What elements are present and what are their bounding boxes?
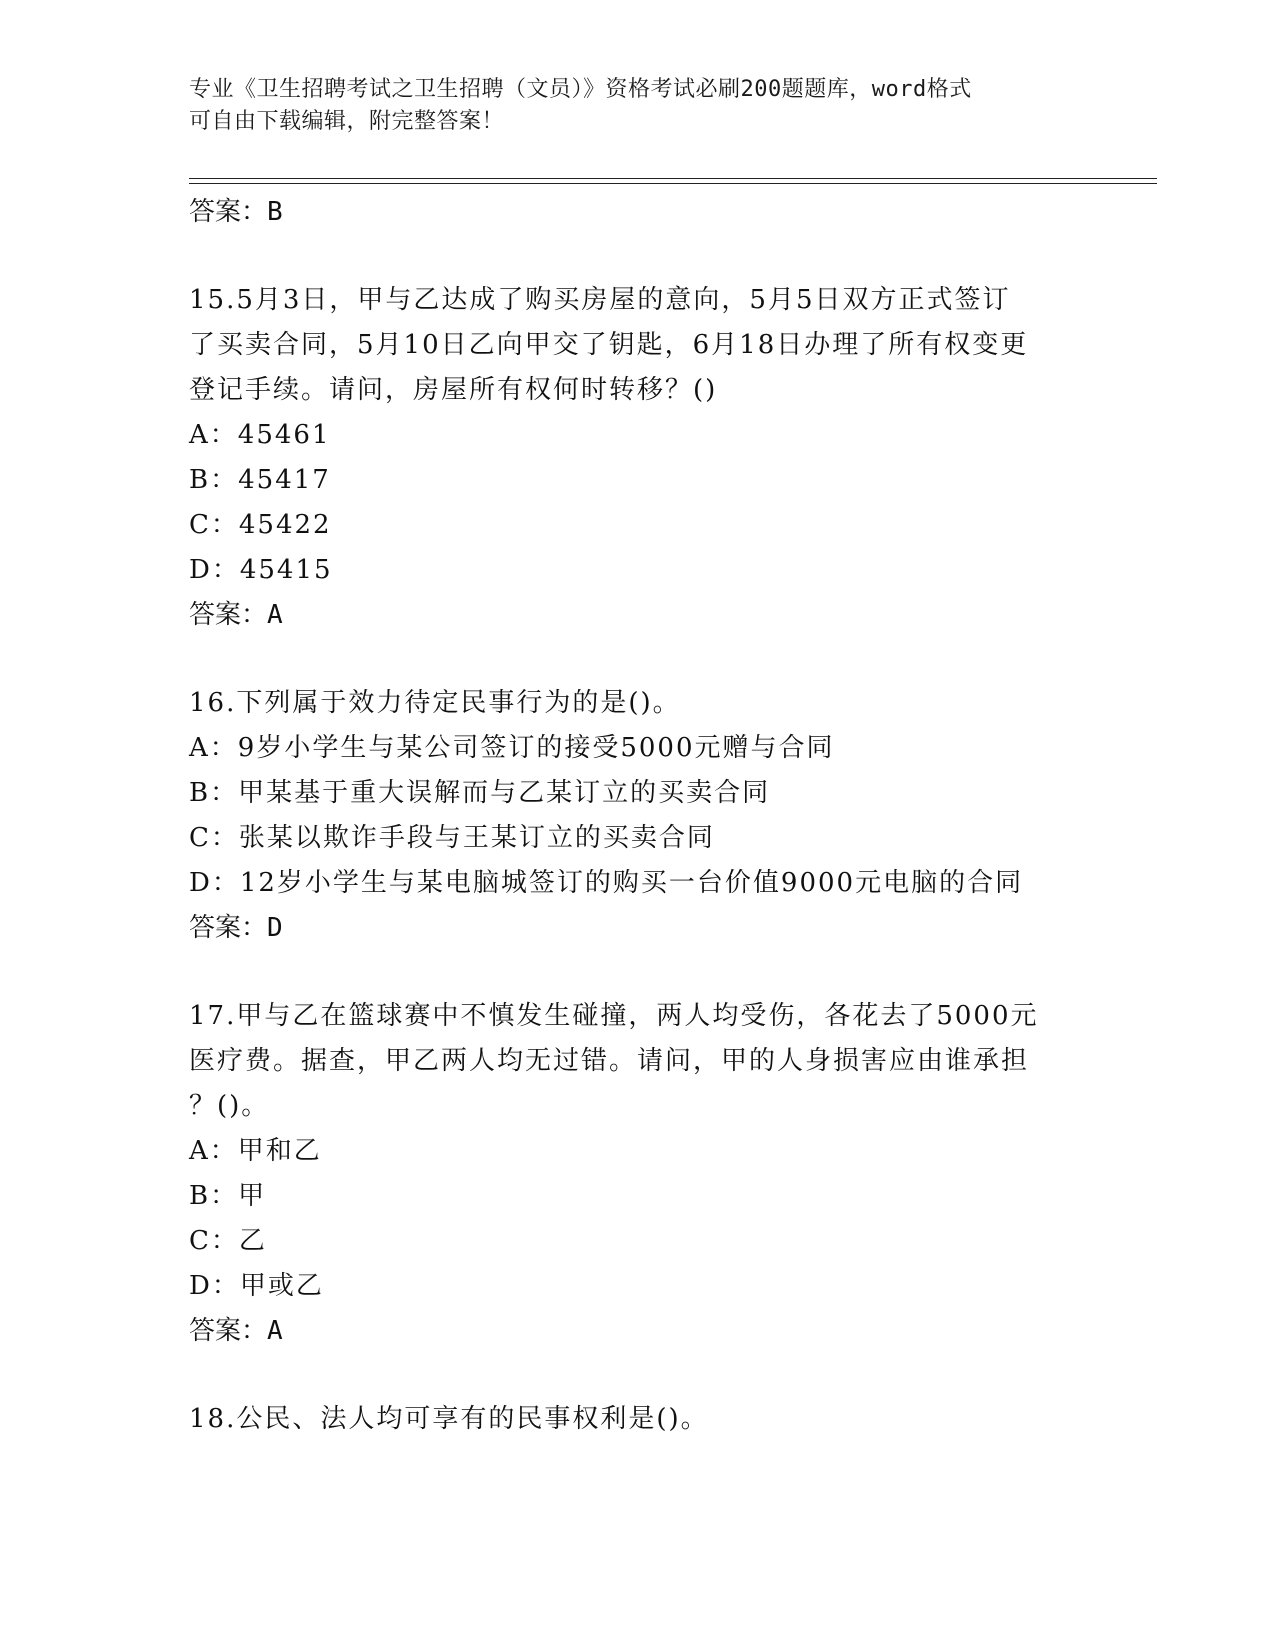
question-15 xyxy=(189,278,1089,637)
question-text-line: ？()。 xyxy=(189,1091,270,1121)
option-b: B：45417 xyxy=(189,465,331,495)
question-text-line: 16.下列属于效力待定民事行为的是()。 xyxy=(189,688,681,718)
option-b: B：甲 xyxy=(189,1181,267,1211)
option-c: C：45422 xyxy=(189,510,332,540)
question-16 xyxy=(189,681,1089,950)
question-list xyxy=(189,190,1089,1442)
question-text-line: 了买卖合同，5月10日乙向甲交了钥匙，6月18日办理了所有权变更 xyxy=(189,330,1029,360)
question-18 xyxy=(189,1397,1089,1442)
question-text-line: 登记手续。请问，房屋所有权何时转移？() xyxy=(189,375,718,405)
option-d: D：甲或乙 xyxy=(189,1271,324,1301)
previous-answer: 答案：B xyxy=(189,197,283,227)
option-a: A：45461 xyxy=(189,420,331,450)
question-text-line: 17.甲与乙在篮球赛中不慎发生碰撞，两人均受伤，各花去了5000元 xyxy=(189,1001,1039,1031)
option-c: C：张某以欺诈手段与王某订立的买卖合同 xyxy=(189,823,715,853)
spacer xyxy=(189,637,1089,681)
header-line-2: 可自由下载编辑，附完整答案！ xyxy=(189,109,505,134)
answer-17: 答案：A xyxy=(189,1316,283,1346)
option-d: D：45415 xyxy=(189,555,333,585)
question-text-line: 18.公民、法人均可享有的民事权利是()。 xyxy=(189,1404,709,1434)
spacer xyxy=(189,1353,1089,1397)
option-d: D：12岁小学生与某电脑城签订的购买一台价值9000元电脑的合同 xyxy=(189,868,1024,898)
answer-15: 答案：A xyxy=(189,600,283,630)
header-rule-top xyxy=(189,178,1157,179)
question-text-line: 医疗费。据查，甲乙两人均无过错。请问，甲的人身损害应由谁承担 xyxy=(189,1046,1030,1076)
option-c: C：乙 xyxy=(189,1226,267,1256)
header-line-1: 专业《卫生招聘考试之卫生招聘（文员）》资格考试必刷200题题库，word格式 xyxy=(189,77,972,102)
option-a: A：9岁小学生与某公司签订的接受5000元赠与合同 xyxy=(189,733,835,763)
spacer xyxy=(189,234,1089,278)
question-17 xyxy=(189,994,1089,1353)
option-a: A：甲和乙 xyxy=(189,1136,322,1166)
spacer xyxy=(189,950,1089,994)
option-b: B：甲某基于重大误解而与乙某订立的买卖合同 xyxy=(189,778,771,808)
question-text-line: 15.5月3日，甲与乙达成了购买房屋的意向，5月5日双方正式签订 xyxy=(189,285,1011,315)
answer-16: 答案：D xyxy=(189,913,283,943)
header-rule-bottom xyxy=(189,183,1157,184)
document-header xyxy=(189,74,1089,138)
